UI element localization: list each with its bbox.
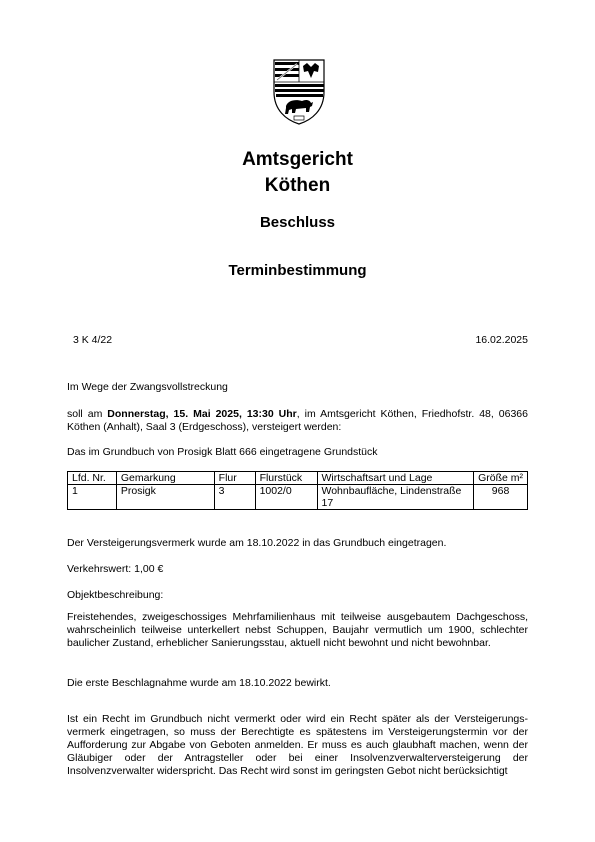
col-header-flur: Flur [214, 472, 255, 485]
cell-flur: 3 [214, 485, 255, 510]
property-table [67, 471, 528, 510]
land-register-text: Das im Grundbuch von Prosigk Blatt 666 eingetragene Grundstück [67, 446, 378, 458]
coat-of-arms-icon [272, 58, 326, 126]
col-header-wirtschaftsart: Wirtschaftsart und Lage [317, 472, 474, 485]
table-row [68, 485, 528, 510]
document-title: Terminbestimmung [228, 262, 367, 279]
col-header-groesse: Größe m² [474, 472, 528, 485]
auction-date-paragraph [67, 408, 528, 434]
auction-notice-text: Der Versteigerungsvermerk wurde am 18.10.2022 in das Grundbuch eingetragen. [67, 537, 447, 549]
cell-wirtschaftsart: Wohnbaufläche, Lindenstraße 17 [317, 485, 474, 510]
col-header-gemarkung: Gemarkung [116, 472, 214, 485]
document-type: Beschluss [259, 214, 336, 231]
auction-datetime: Donnerstag, 15. Mai 2025, 13:30 Uhr [107, 408, 297, 420]
col-header-lfd-nr: Lfd. Nr. [68, 472, 117, 485]
cell-gemarkung: Prosigk [116, 485, 214, 510]
court-location: Köthen [264, 175, 331, 196]
intro-text: Im Wege der Zwangsvollstreckung [67, 381, 228, 393]
auction-prefix: soll am [67, 408, 108, 420]
document-date: 16.02.2025 [475, 334, 528, 346]
seizure-text: Die erste Beschlagnahme wurde am 18.10.2022 bewirkt. [67, 677, 331, 689]
court-name: Amtsgericht [242, 149, 353, 170]
market-value-text: Verkehrswert: 1,00 € [67, 563, 164, 575]
object-description-text: Freistehendes, zweigeschossiges Mehrfamilienhaus mit teilweise ausgebautem Dachgeschoss, wahrscheinlich teilweise unterkellert nebst Schuppen, Baujahr vermutlich um 1900, schlechter baulicher Zustand, erheblicher Sanierungsstau, aktuell nicht bewohnt und nicht bewohnbar. [67, 611, 528, 649]
table-header-row [68, 472, 528, 485]
cell-lfd-nr: 1 [68, 485, 117, 510]
cell-groesse: 968 [474, 485, 528, 510]
rights-notice-text: Ist ein Recht im Grundbuch nicht vermerkt oder wird ein Recht später als der Versteigerungs-vermerk eingetragen, so muss der Berechtigte es spätestens im Versteigerungstermin vor der Aufforderung zur Abgabe von Geboten anmelden. Er muss es auch glaubhaft machen, wenn der Gläubiger oder der Antragsteller oder bei einer Insolvenzverwalterversteigerung der Insolvenzverwalter widerspricht. Das Recht wird sonst im geringsten Gebot nicht berücksichtigt [67, 713, 528, 777]
object-description-heading: Objektbeschreibung: [67, 589, 164, 601]
col-header-flurstueck: Flurstück [255, 472, 317, 485]
auction-location: , im Amtsgericht Köthen, Friedhofstr. 48, 06366 Köthen (Anhalt), Saal 3 (Erdgeschoss), versteigert werden: [67, 408, 528, 433]
cell-flurstueck: 1002/0 [255, 485, 317, 510]
file-number: 3 K 4/22 [73, 334, 113, 346]
